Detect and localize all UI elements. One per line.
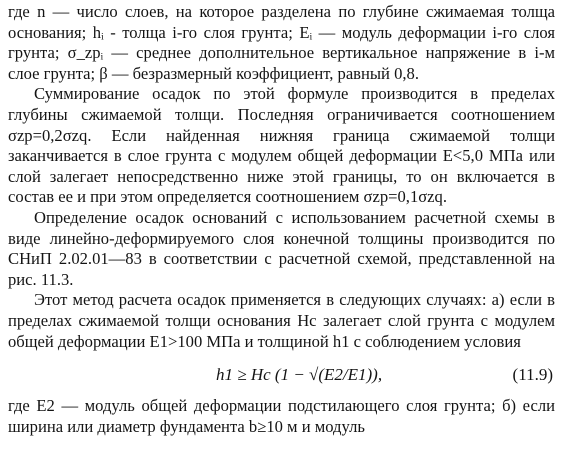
closing-paragraph bbox=[8, 396, 555, 437]
paragraph-text: Этот метод расчета осадок применяется в следующих случаях: а) если в пределах сжимаемой толщи основания Hc залегает слой грунта с модулем общей деформации E1>100 МПа и толщиной h1 с соблюдением условия bbox=[8, 290, 555, 351]
formula-11-9 bbox=[8, 359, 555, 391]
paragraph-text: Определение осадок оснований с использованием расчетной схемы в виде линейно-деформируемого слоя конечной толщины производится по СНиП 2.02.01—83 в соответствии с расчетной схемой, представленной на рис. 11.3. bbox=[8, 207, 555, 289]
paragraph-text: где n — число слоев, на которое разделена по глубине сжимаемая толща основания; hᵢ - толща i-го слоя грунта; Eᵢ — модуль деформации i-го слоя грунта; σ_zpᵢ — среднее дополнительное вертикальное напряжение в i-м слое грунта; β — безразмерный коэффициент, равный 0,8. bbox=[8, 2, 555, 83]
definitions-paragraph bbox=[8, 2, 555, 84]
method-paragraph bbox=[8, 290, 555, 352]
summation-paragraph bbox=[8, 84, 555, 208]
determination-paragraph bbox=[8, 208, 555, 290]
formula-number: (11.9) bbox=[512, 365, 553, 385]
paragraph-text: где E2 — модуль общей деформации подстилающего слоя грунта; б) если ширина или диаметр фундамента b≥10 м и модуль bbox=[8, 396, 555, 436]
formula-expression: h1 ≥ Hc (1 − √(E2/E1)), bbox=[216, 365, 383, 385]
paragraph-text: Суммирование осадок по этой формуле производится в пределах глубины сжимаемой толщи. Последняя ограничивается соотношением σzp=0,2σzq. Если найденная нижняя граница сжимаемой толщи заканчивается в слое грунта с модулем общей деформации E<5,0 МПа или слой залегает непосредственно ниже этой границы, то он включается в состав ее и при этом определяется соотношением σzp=0,1σzq. bbox=[8, 84, 555, 207]
